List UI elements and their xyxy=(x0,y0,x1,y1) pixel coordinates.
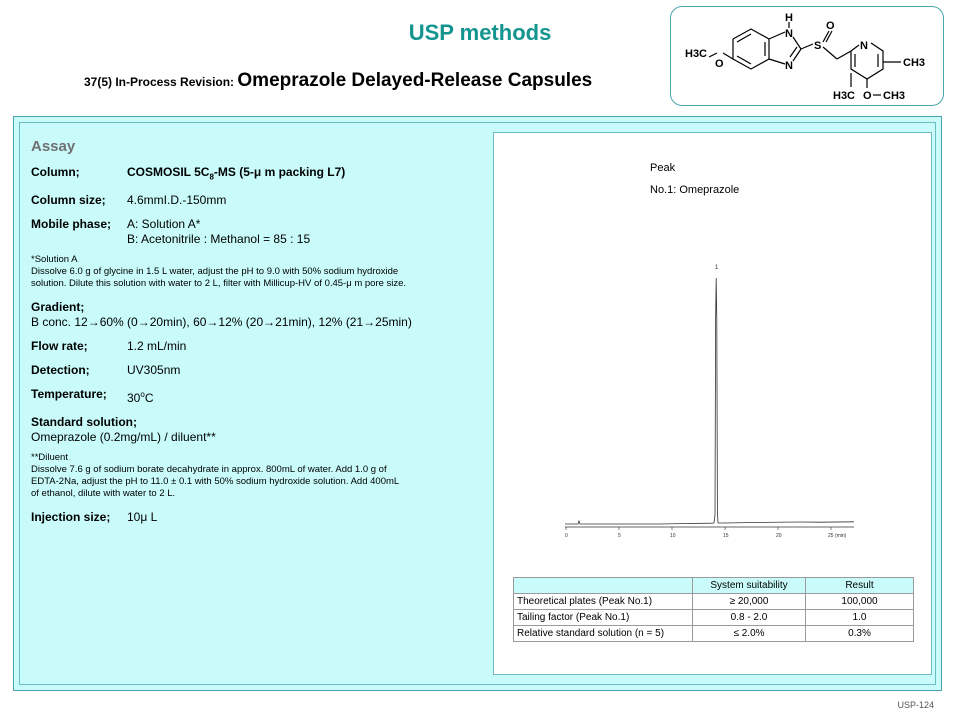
peak-1-label: 1 xyxy=(715,265,719,271)
row-result: 100,000 xyxy=(806,594,914,610)
system-suitability-table xyxy=(513,577,914,642)
temperature-value xyxy=(127,387,153,406)
temperature-number: 30 xyxy=(127,391,141,406)
table-header-result: Result xyxy=(806,578,914,594)
x-tick-label-15: 15 xyxy=(723,533,729,539)
table-header-spec: System suitability xyxy=(693,578,806,594)
structure-label-o1: O xyxy=(826,20,835,32)
structure-label-o3: O xyxy=(863,90,872,102)
column-value-a: COSMOSIL 5C xyxy=(127,165,210,179)
detection-row xyxy=(31,363,481,378)
flow-rate-value: 1.2 mL/min xyxy=(127,339,187,354)
structure-label-n1: N xyxy=(785,28,793,40)
injection-size-value: 10μ L xyxy=(127,510,158,525)
temperature-row xyxy=(31,387,481,406)
column-size-value: 4.6mmI.D.-150mm xyxy=(127,193,227,208)
flow-rate-label: Flow rate; xyxy=(31,339,88,354)
assay-section xyxy=(31,138,481,534)
table-header-row xyxy=(514,578,914,594)
x-tick-label-20: 20 xyxy=(776,533,782,539)
mobile-phase-label: Mobile phase; xyxy=(31,217,112,232)
page-code: USP-124 xyxy=(897,700,934,710)
table-header-blank xyxy=(514,578,693,594)
row-name: Theoretical plates (Peak No.1) xyxy=(514,594,693,610)
omeprazole-structure-diagram xyxy=(671,7,943,105)
gradient-value: B conc. 12→60% (0→20min), 60→12% (20→21min), 12% (21→25min) xyxy=(31,315,412,330)
structure-label-n3: N xyxy=(860,40,868,52)
revision-title xyxy=(84,70,592,92)
page-title: USP methods xyxy=(408,20,552,45)
chromatogram-trace xyxy=(565,278,854,524)
peak-title: Peak xyxy=(650,162,676,174)
column-value-sub: 8 xyxy=(209,172,214,182)
column-size-label: Column size; xyxy=(31,193,106,208)
row-spec: ≥ 20,000 xyxy=(693,594,806,610)
peak-name: No.1: Omeprazole xyxy=(650,184,740,196)
injection-size-label: Injection size; xyxy=(31,510,111,525)
temperature-unit: C xyxy=(144,391,154,406)
mobile-phase-b: B: Acetonitrile : Methanol = 85 : 15 xyxy=(127,232,311,247)
row-spec: 0.8 - 2.0 xyxy=(693,610,806,626)
row-result: 0.3% xyxy=(806,626,914,642)
injection-size-row xyxy=(31,510,481,525)
x-tick-label-10: 10 xyxy=(670,533,676,539)
solution-a-note: *Solution A Dissolve 6.0 g of glycine in 1.5 L water, adjust the pH to 9.0 with 50% sodium hydroxide solution. Dilute this solution with water to 2 L, filter with Millicup-HV of 0.45-μ m pore size. xyxy=(31,254,407,290)
detection-label: Detection; xyxy=(31,363,90,378)
table-row xyxy=(514,594,914,610)
product-name: Omeprazole Delayed-Release Capsules xyxy=(237,70,593,91)
structure-label-ch3-1: CH3 xyxy=(903,57,926,69)
row-name: Relative standard solution (n = 5) xyxy=(514,626,693,642)
chemical-structure xyxy=(670,6,944,106)
x-tick-label-5: 5 xyxy=(618,533,621,539)
mobile-phase-row xyxy=(31,217,481,247)
row-name: Tailing factor (Peak No.1) xyxy=(514,610,693,626)
table-row xyxy=(514,610,914,626)
column-size-row xyxy=(31,193,481,208)
flow-rate-row xyxy=(31,339,481,354)
column-row xyxy=(31,165,481,184)
gradient-label: Gradient; xyxy=(31,300,85,315)
column-value-b: -MS (5-μ m packing L7) xyxy=(213,165,346,179)
structure-label-o2: O xyxy=(715,58,724,70)
assay-heading: Assay xyxy=(31,138,76,155)
diluent-note: **Diluent Dissolve 7.6 g of sodium borate decahydrate in approx. 800mL of water. Add 1.0 g of EDTA-2Na, adjust the pH to 11.0 ± 0.1 with 50% sodium hydroxide solution. Add 400mL of ethanol, dilute with water to 2 L. xyxy=(31,452,400,500)
chromatogram-plot xyxy=(560,260,860,545)
structure-label-h: H xyxy=(785,12,793,24)
x-tick-label-0: 0 xyxy=(565,533,568,539)
x-tick-label-25: 25 (min) xyxy=(828,533,847,539)
structure-label-h3c2: H3C xyxy=(833,90,856,102)
revision-label: 37(5) In-Process Revision: xyxy=(84,75,238,89)
structure-label-ch3-2: CH3 xyxy=(883,90,906,102)
column-value xyxy=(127,165,345,184)
standard-solution-value: Omeprazole (0.2mg/mL) / diluent** xyxy=(31,430,216,445)
column-label: Column; xyxy=(31,165,80,179)
row-spec: ≤ 2.0% xyxy=(693,626,806,642)
temperature-degree: o xyxy=(140,390,145,400)
table-row xyxy=(514,626,914,642)
standard-solution-label: Standard solution; xyxy=(31,415,137,430)
mobile-phase-value xyxy=(127,217,310,247)
temperature-label: Temperature; xyxy=(31,387,107,402)
structure-label-h3c1: H3C xyxy=(685,48,708,60)
structure-label-n2: N xyxy=(785,60,793,72)
detection-value: UV305nm xyxy=(127,363,181,378)
row-result: 1.0 xyxy=(806,610,914,626)
mobile-phase-a: A: Solution A* xyxy=(127,217,201,232)
structure-label-s: S xyxy=(814,40,822,52)
